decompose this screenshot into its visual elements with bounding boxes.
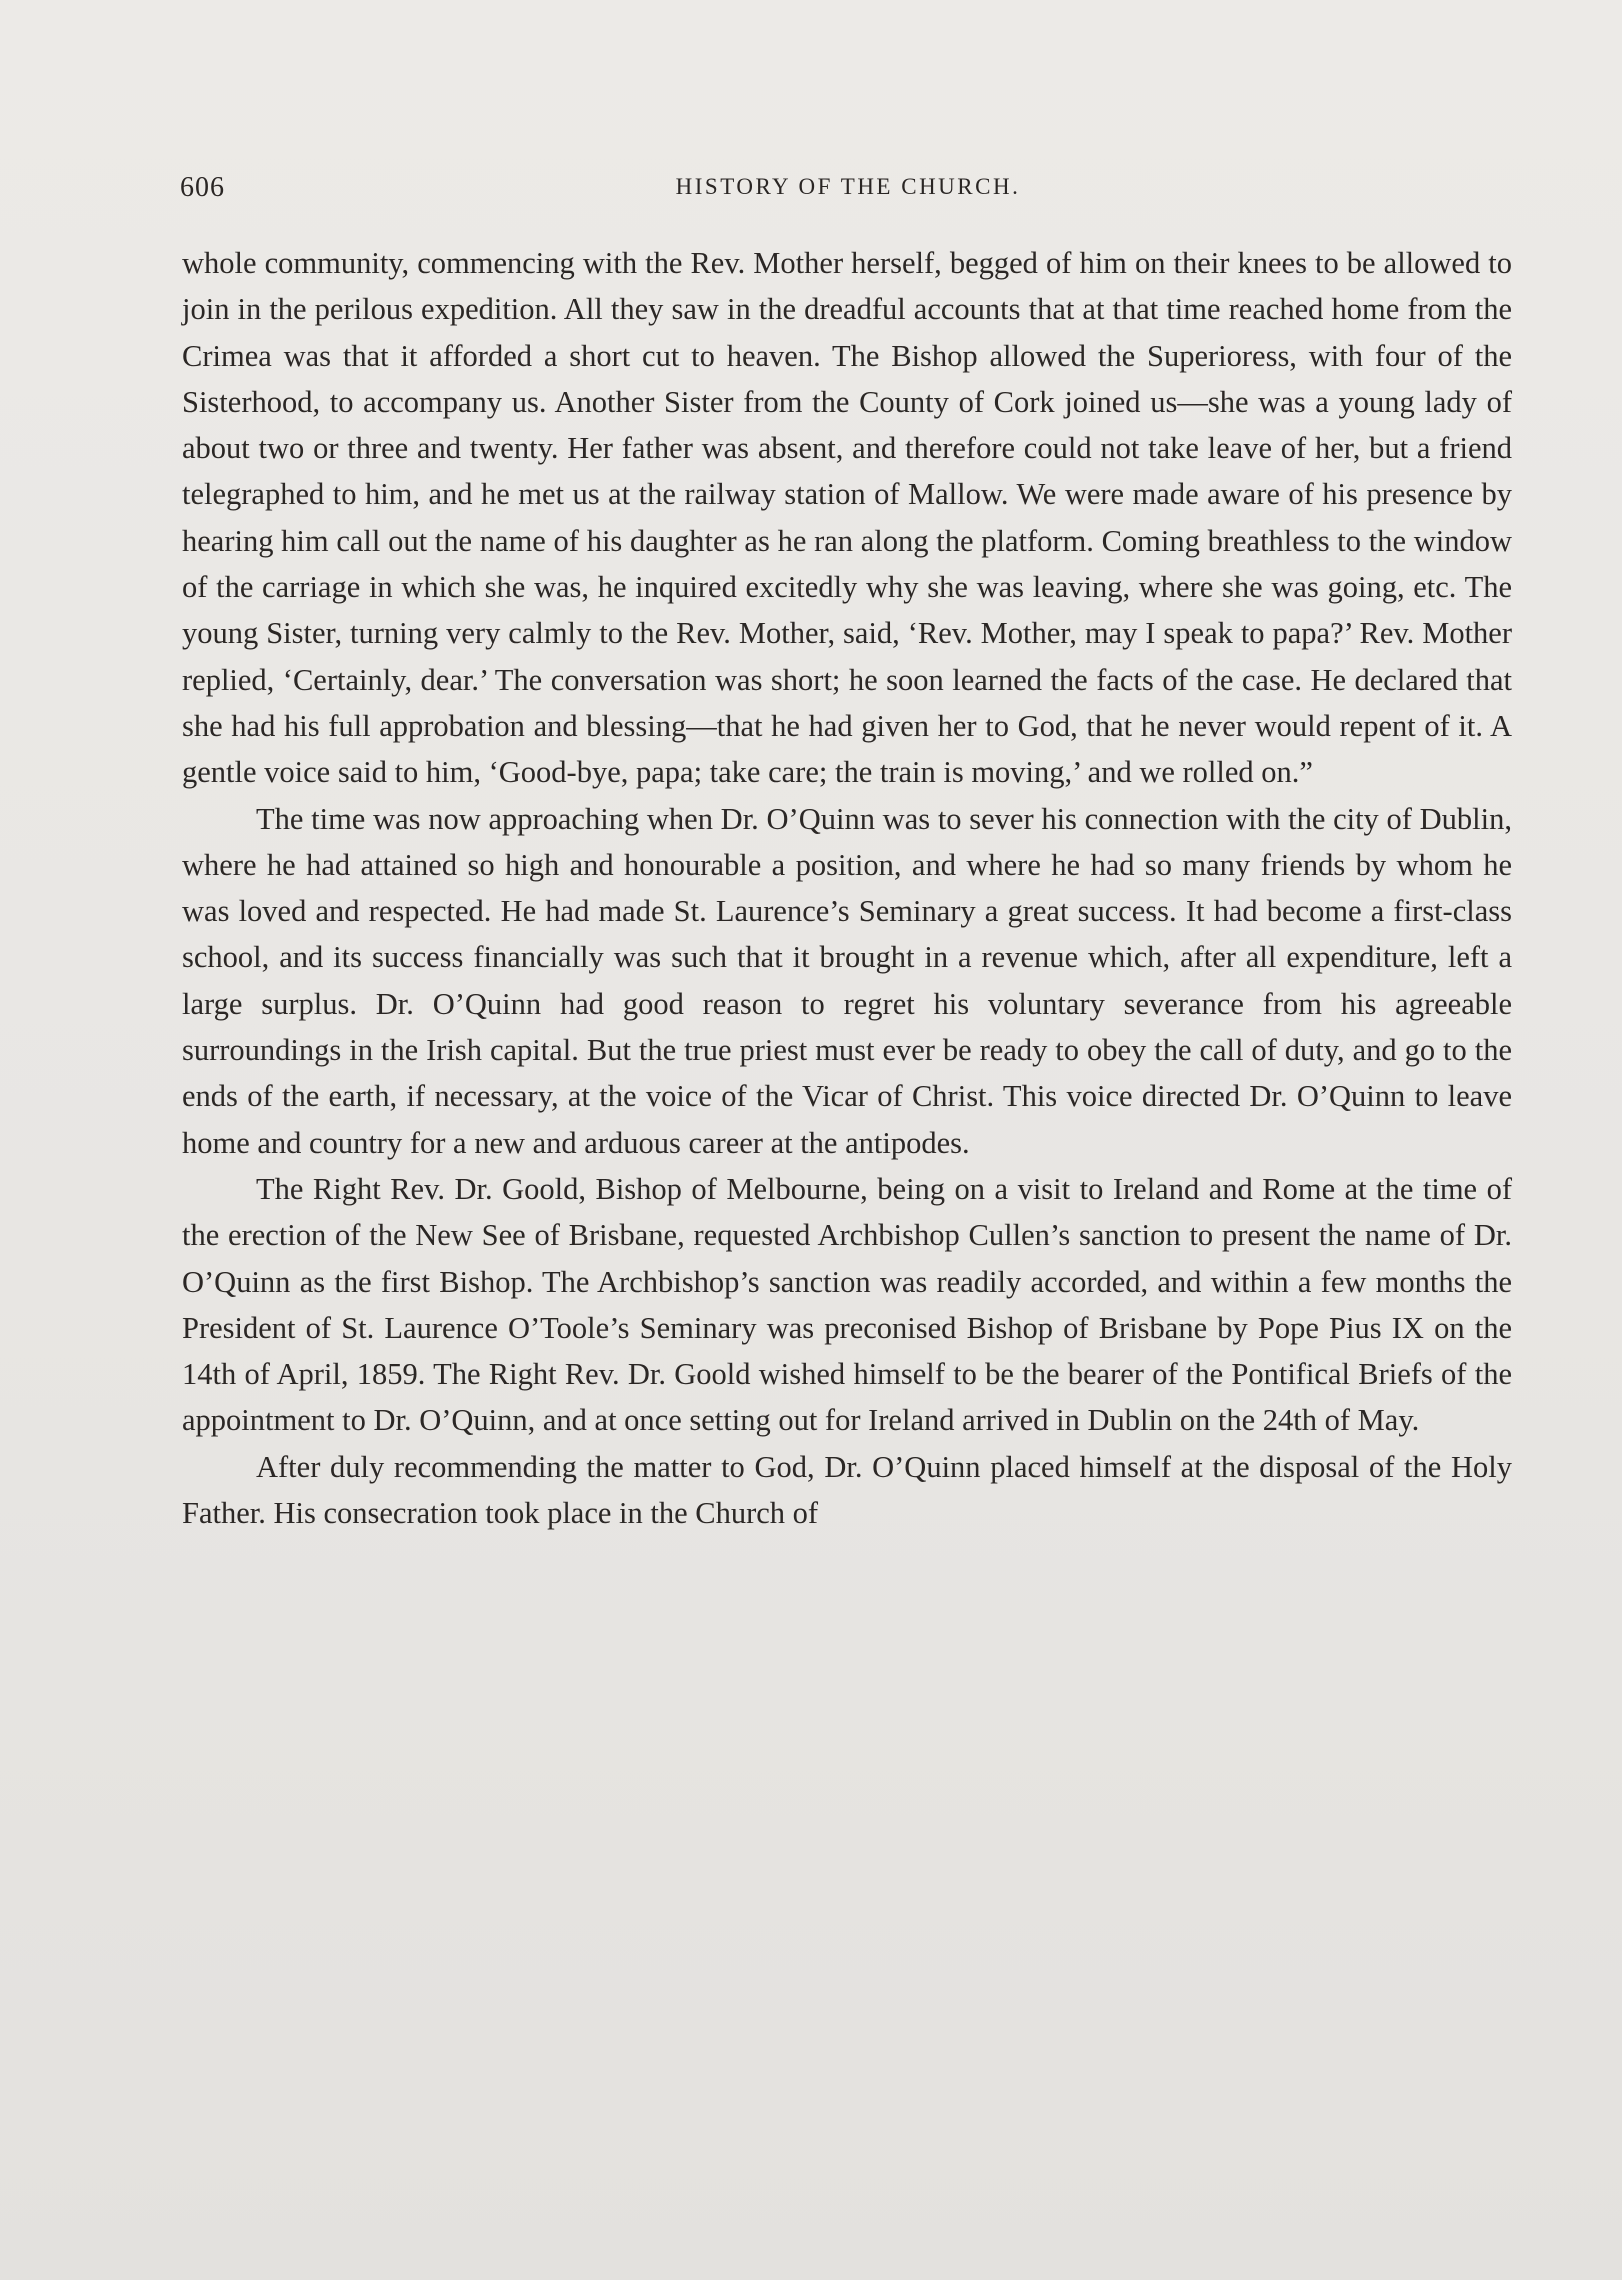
body-text <box>182 240 1512 1536</box>
paragraph: The time was now approaching when Dr. O’Quinn was to sever his connection with the city of Dublin, where he had attained so high and honourable a position, and where he had so many friends by whom he was loved and respected. He had made St. Laurence’s Seminary a great success. It had become a first-class school, and its success financially was such that it brought in a revenue which, after all expenditure, left a large surplus. Dr. O’Quinn had good reason to regret his voluntary severance from his agreeable surroundings in the Irish capital. But the true priest must ever be ready to obey the call of duty, and go to the ends of the earth, if necessary, at the voice of the Vicar of Christ. This voice directed Dr. O’Quinn to leave home and country for a new and arduous career at the antipodes. <box>182 801 1512 1160</box>
paragraph: The Right Rev. Dr. Goold, Bishop of Melbourne, being on a visit to Ireland and Rome at the time of the erection of the New See of Brisbane, requested Archbishop Cullen’s sanction to present the name of Dr. O’Quinn as the first Bishop. The Archbishop’s sanction was readily accorded, and within a few months the President of St. Laurence O’Toole’s Seminary was preconised Bishop of Brisbane by Pope Pius IX on the 14th of April, 1859. The Right Rev. Dr. Goold wished himself to be the bearer of the Pontifical Briefs of the appointment to Dr. O’Quinn, and at once setting out for Ireland arrived in Dublin on the 24th of May. <box>182 1171 1512 1438</box>
running-title: HISTORY OF THE CHURCH. <box>675 174 1021 199</box>
paragraph-continued: whole community, commencing with the Rev. Mother herself, begged of him on their knees to be allowed to join in the perilous expedition. All they saw in the dreadful accounts that at that time reached home from the Crimea was that it afforded a short cut to heaven. The Bishop allowed the Superioress, with four of the Sisterhood, to accompany us. Another Sister from the County of Cork joined us—she was a young lady of about two or three and twenty. Her father was absent, and therefore could not take leave of her, but a friend telegraphed to him, and he met us at the railway station of Mallow. We were made aware of his presence by hearing him call out the name of his daughter as he ran along the platform. Coming breathless to the window of the carriage in which she was, he inquired excitedly why she was leaving, where she was going, etc. The young Sister, turning very calmly to the Rev. Mother, said, ‘Rev. Mother, may I speak to papa?’ Rev. Mother replied, ‘Certainly, dear.’ The conversation was short; he soon learned the facts of the case. He declared that she had his full approbation and blessing—that he had given her to God, that he never would repent of it. A gentle voice said to him, ‘Good-bye, papa; take care; the train is moving,’ and we rolled on.” <box>182 246 1512 790</box>
page-number: 606 <box>180 172 225 203</box>
running-head <box>180 172 1516 212</box>
paragraph: After duly recommending the matter to God, Dr. O’Quinn placed himself at the disposal of the Holy Father. His consecration took place in the Church of <box>182 1449 1512 1531</box>
